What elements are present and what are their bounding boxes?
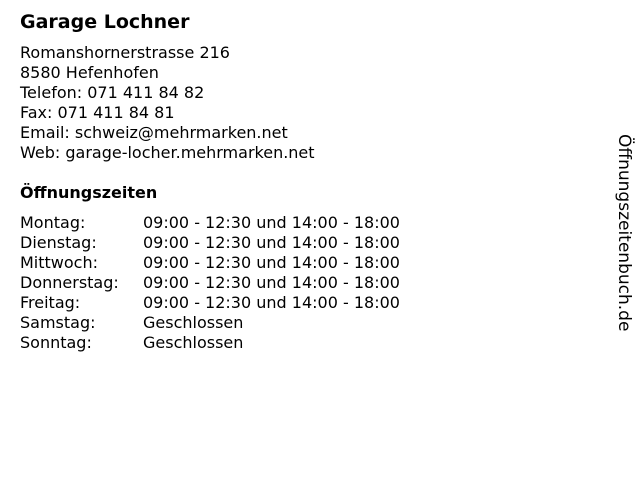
- day-label: Sonntag:: [20, 333, 92, 352]
- website-address: Web: garage-locher.mehrmarken.net: [20, 143, 315, 162]
- time-value: Geschlossen: [143, 313, 244, 332]
- time-value: Geschlossen: [143, 333, 244, 352]
- site-brand-vertical: Öffnungszeitenbuch.de: [614, 134, 634, 332]
- email-address: Email: schweiz@mehrmarken.net: [20, 123, 288, 142]
- hours-row-monday: [20, 213, 400, 233]
- time-value: 09:00 - 12:30 und 14:00 - 18:00: [143, 273, 400, 292]
- opening-hours-heading: Öffnungszeiten: [20, 183, 158, 202]
- day-label: Montag:: [20, 213, 86, 232]
- day-label: Donnerstag:: [20, 273, 119, 292]
- street-address: Romanshornerstrasse 216: [20, 43, 230, 62]
- postal-city: 8580 Hefenhofen: [20, 63, 159, 82]
- time-value: 09:00 - 12:30 und 14:00 - 18:00: [143, 213, 400, 232]
- contact-block: [20, 43, 315, 163]
- phone-number: Telefon: 071 411 84 82: [20, 83, 205, 102]
- time-value: 09:00 - 12:30 und 14:00 - 18:00: [143, 253, 400, 272]
- time-value: 09:00 - 12:30 und 14:00 - 18:00: [143, 293, 400, 312]
- fax-number: Fax: 071 411 84 81: [20, 103, 175, 122]
- hours-row-tuesday: [20, 233, 400, 253]
- day-label: Mittwoch:: [20, 253, 98, 272]
- day-label: Samstag:: [20, 313, 96, 332]
- hours-row-sunday: [20, 333, 400, 353]
- opening-hours-table: [20, 213, 400, 353]
- day-label: Freitag:: [20, 293, 81, 312]
- time-value: 09:00 - 12:30 und 14:00 - 18:00: [143, 233, 400, 252]
- hours-row-wednesday: [20, 253, 400, 273]
- hours-row-thursday: [20, 273, 400, 293]
- business-name: Garage Lochner: [20, 11, 190, 33]
- hours-row-friday: [20, 293, 400, 313]
- day-label: Dienstag:: [20, 233, 97, 252]
- hours-row-saturday: [20, 313, 400, 333]
